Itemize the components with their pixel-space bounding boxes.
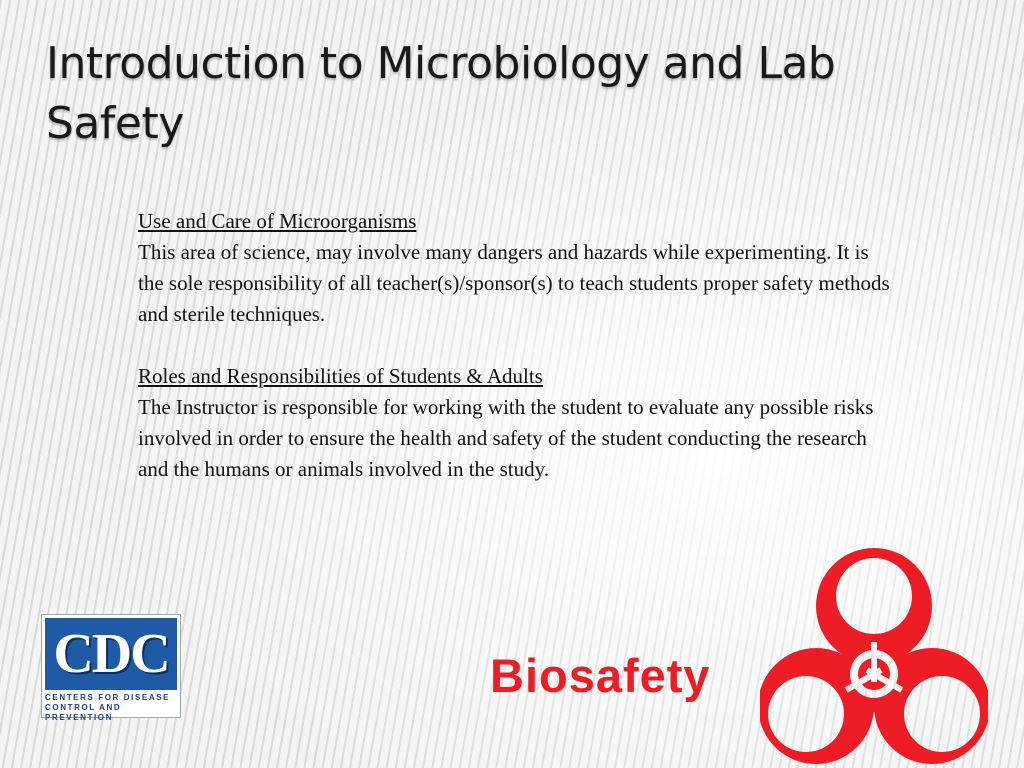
section-heading-microorganisms: Use and Care of Microorganisms — [138, 209, 417, 233]
section-heading-roles: Roles and Responsibilities of Students & Adults — [138, 364, 543, 388]
cdc-caption-line1: CENTERS FOR DISEASE — [45, 693, 171, 702]
cdc-caption-line2: CONTROL AND PREVENTION — [45, 703, 122, 722]
cdc-logo-letters: CDC — [53, 623, 169, 685]
cdc-logo — [41, 614, 181, 722]
section-text-microorganisms: This area of science, may involve many dangers and hazards while experimenting. It is the sole responsibility of all teacher(s)/sponsor(s) to teach students proper safety methods and sterile techniques. — [138, 240, 890, 326]
biosafety-label: Biosafety — [490, 649, 711, 702]
cdc-logo-caption — [45, 693, 177, 723]
biohazard-icon — [760, 546, 988, 768]
cdc-logo-box — [45, 618, 177, 690]
slide-body — [138, 206, 898, 485]
section-text-roles: The Instructor is responsible for working with the student to evaluate any possible risks involved in order to ensure the health and safety of the student conducting the research and the humans or animals involved in the study. — [138, 395, 874, 481]
slide-title: Introduction to Microbiology and Lab Safety — [46, 38, 836, 149]
section-spacer — [138, 330, 898, 361]
